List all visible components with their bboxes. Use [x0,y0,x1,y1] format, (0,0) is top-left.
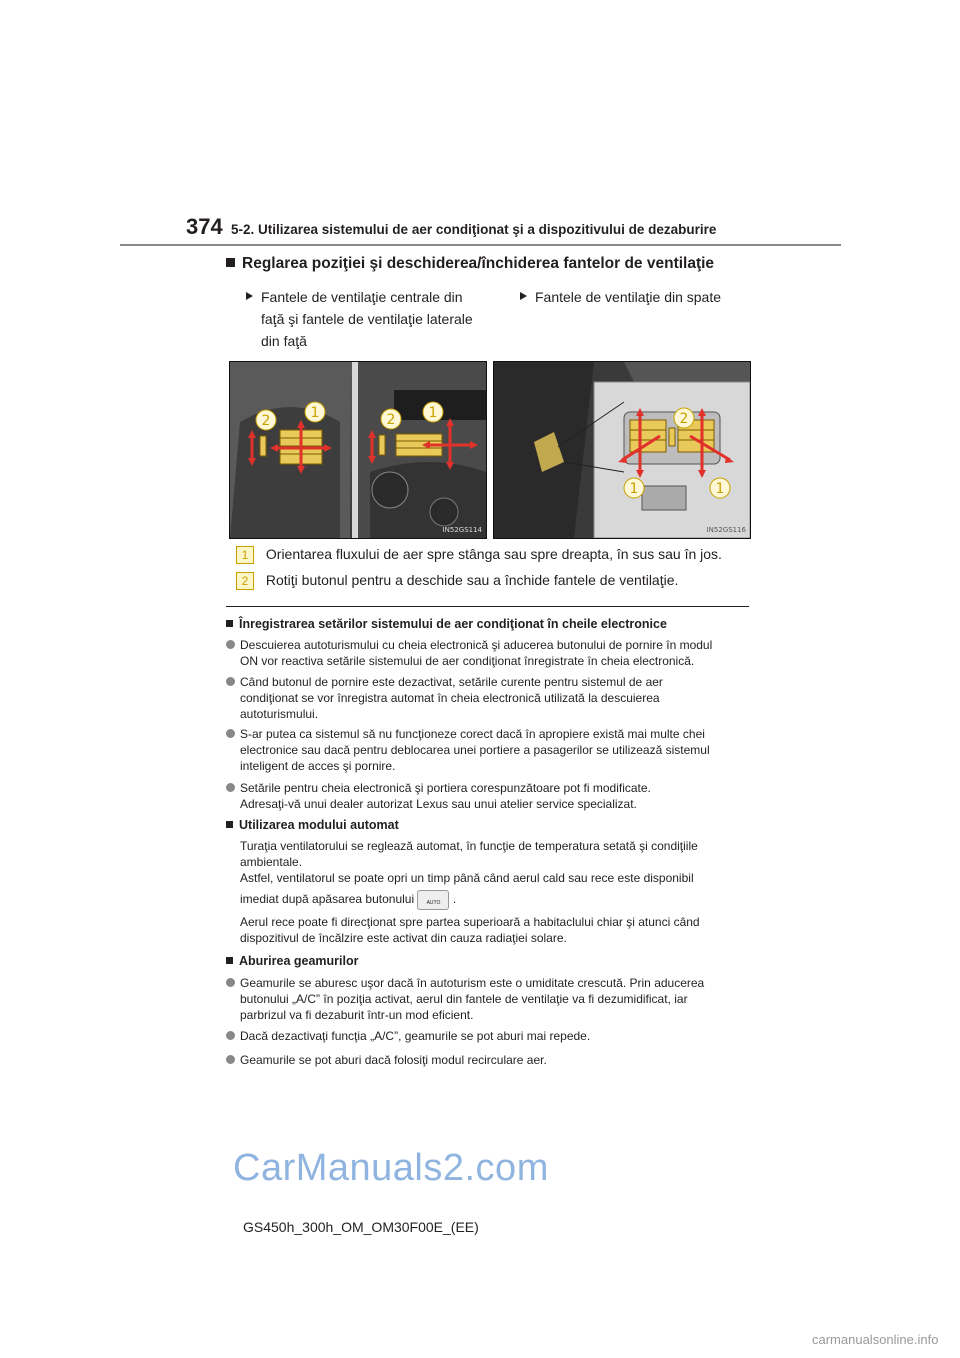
section-divider [226,606,749,607]
heading-key-settings: Înregistrarea setărilor sistemului de aer condiţionat în cheile electronice [226,617,667,631]
page-number: 374 [186,214,223,239]
number-badge: 1 [236,546,254,564]
subhead-front-vents: Fantele de ventilaţie centrale din faţă şi fantele de ventilaţie laterale din faţă [246,286,482,352]
auto-button-icon: AUTO [417,890,449,910]
square-bullet-icon [226,258,235,267]
callout-1: 1 [715,481,725,497]
bullet-item: S-ar putea ca sistemul să nu funcţioneze corect dacă în apropiere există mai multe chei electronice sau dacă pentru deblocarea unei portiere a pasagerilor se utilizează sistemul inteligent de acces şi pornire. [226,726,763,774]
callout-1: 1 [310,405,320,421]
bullet-item: Setările pentru cheia electronică şi portiera corespunzătoare pot fi modificate. Adresaţi-vă unui dealer autorizat Lexus sau unui atelier service specializat. [226,780,763,812]
callout-1: 1 [428,405,438,421]
callout-2: 2 [261,413,271,429]
heading-fogging: Aburirea geamurilor [226,954,358,968]
auto-mode-paragraph: Turaţia ventilatorului se reglează automat, în funcţie de temperatura setată şi condiţiile ambientale. Astfel, ventilatorul se poate opri un timp până când aerul cald sau rece este disponibil imediat după apăsarea butonului AUTO . Aerul rece poate fi direcţionat spre partea superioară a habitaclului chiar şi atunci când dispozitivul de încălzire este activat din cauza radiaţiei solare. [240,839,700,945]
number-badge: 2 [236,572,254,590]
square-bullet-icon [226,821,233,828]
subhead-rear-vents: Fantele de ventilaţie din spate [520,286,721,308]
front-vents-photo [229,361,487,539]
note-2: 2 Rotiţi butonul pentru a deschide sau a închide fantele de ventilaţie. [236,572,678,590]
bullet-item: Descuierea autoturismului cu cheia electronică şi aducerea butonului de pornire în modul ON vor reactiva setările sistemului de aer condiţionat înregistrate în cheia electronică. [226,637,763,669]
bullet-item: Dacă dezactivaţi funcţia „A/C”, geamurile se pot aburi mai repede. [226,1028,763,1044]
callout-2: 2 [386,412,396,428]
bullet-item: Geamurile se pot aburi dacă folosiţi modul recirculare aer. [226,1052,763,1068]
bullet-item: Când butonul de pornire este dezactivat, setările curente pentru sistemul de aer condiţionat se vor înregistra automat în cheia electronică utilizată la descuierea autoturismului. [226,674,763,722]
dot-bullet-icon [226,1055,235,1064]
heading-auto-mode: Utilizarea modului automat [226,818,399,832]
bullet-item: Geamurile se aburesc uşor dacă în autoturism este o umiditate crescută. Prin aducerea butonului „A/C” în poziţia activat, aerul din fantele de ventilaţie va fi dezumidificat, iar parbrizul va fi dezaburit într-un mod eficient. [226,975,763,1023]
dot-bullet-icon [226,978,235,987]
header-rule [120,244,841,246]
rear-vents-illustration [494,362,750,538]
image-code: IN52GS116 [706,526,746,534]
watermark: CarManuals2.com [233,1147,549,1189]
chapter-title: 5-2. Utilizarea sistemului de aer condiţionat şi a dispozitivului de dezaburire [231,222,717,237]
image-code: IN52GS114 [442,526,482,534]
document-code: GS450h_300h_OM_OM30F00E_(EE) [243,1219,479,1235]
dot-bullet-icon [226,1031,235,1040]
rear-vents-photo [493,361,751,539]
dot-bullet-icon [226,677,235,686]
note-1: 1 Orientarea fluxului de aer spre stânga sau spre dreapta, în sus sau în jos. [236,546,722,564]
square-bullet-icon [226,957,233,964]
dot-bullet-icon [226,729,235,738]
triangle-bullet-icon [520,292,527,300]
section-title: Reglarea poziţiei şi deschiderea/închiderea fantelor de ventilaţie [226,255,714,273]
watermark-site: carmanualsonline.info [812,1332,939,1347]
callout-2: 2 [679,411,689,427]
callout-1: 1 [629,481,639,497]
dot-bullet-icon [226,640,235,649]
triangle-bullet-icon [246,292,253,300]
square-bullet-icon [226,620,233,627]
front-vents-illustration [230,362,486,538]
dot-bullet-icon [226,783,235,792]
